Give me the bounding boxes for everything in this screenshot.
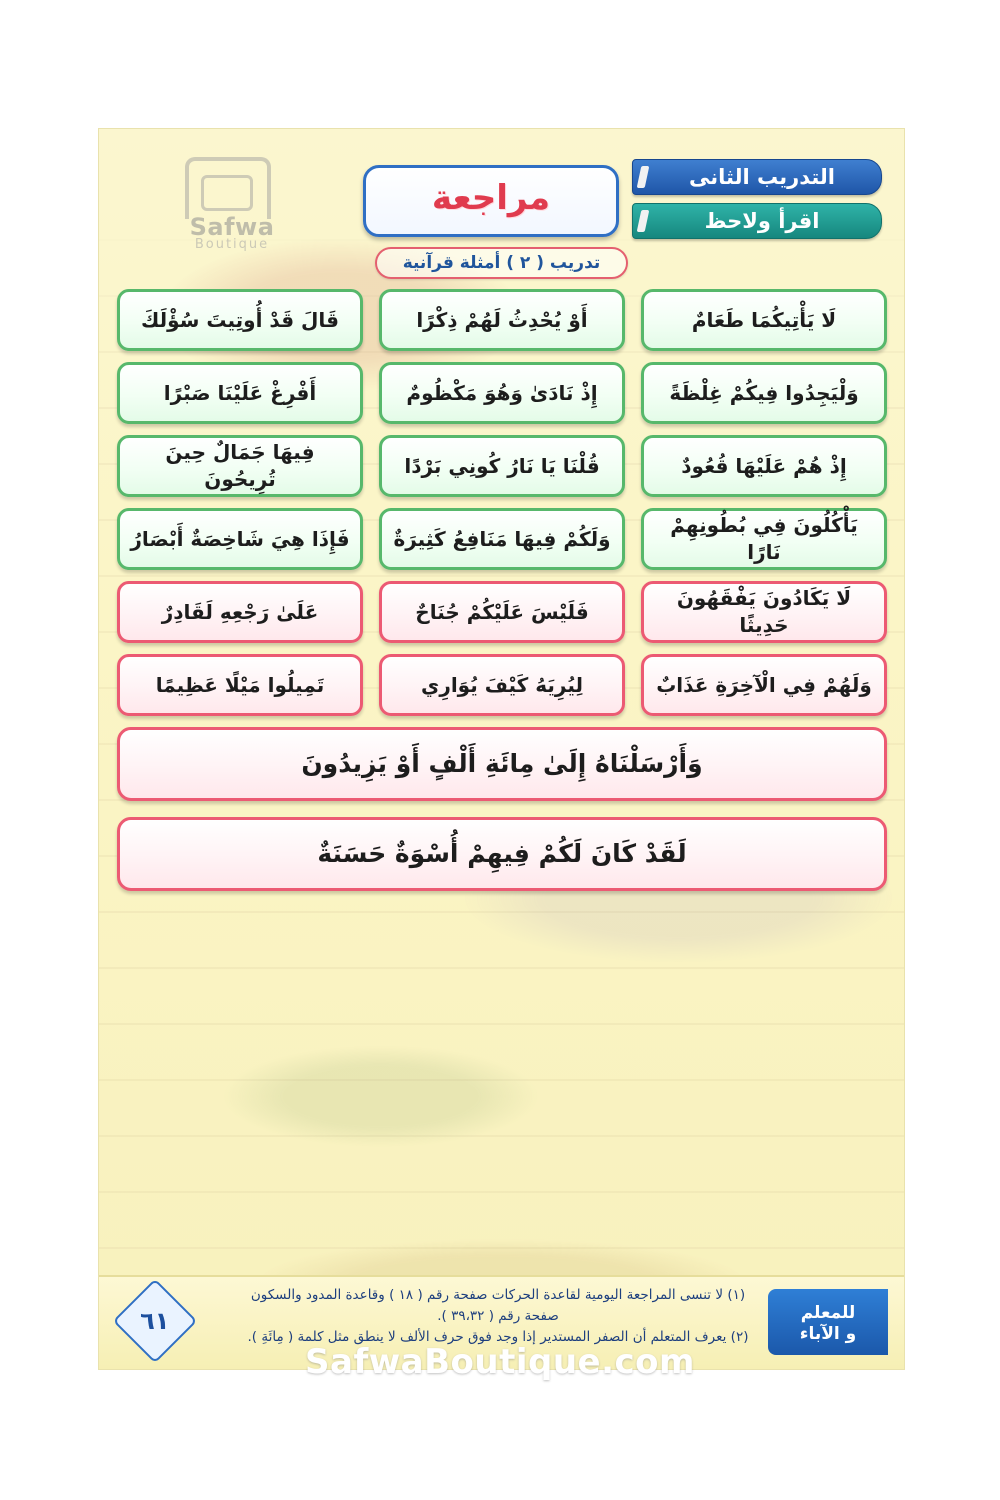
example-card: فِيهَا جَمَالٌ حِينَ تُرِيحُونَ	[117, 435, 363, 497]
training-badges	[632, 159, 882, 247]
examples-grid	[117, 289, 887, 907]
examples-row	[117, 435, 887, 497]
teacher-label: للمعلم	[800, 1303, 856, 1323]
exercise-subtitle	[99, 247, 904, 279]
example-card: إِذْ نَادَىٰ وَهُوَ مَكْظُومٌ	[379, 362, 625, 424]
examples-row-wide	[117, 727, 887, 801]
example-card-wide: وَأَرْسَلْنَاهُ إِلَىٰ مِائَةِ أَلْفٍ أَوْ يَزِيدُونَ	[117, 727, 887, 801]
example-card: عَلَىٰ رَجْعِهِ لَقَادِرٌ	[117, 581, 363, 643]
review-plate	[363, 165, 619, 237]
examples-row	[117, 654, 887, 716]
example-card: وَلَهُمْ فِي الْآخِرَةِ عَذَابٌ	[641, 654, 887, 716]
page-header	[99, 151, 904, 252]
logo-subtitle: Boutique	[194, 237, 270, 252]
footer-note-2: (٢) يعرف المتعلم أن الصفر المستدير إذا وجد فوق حرف الألف لا ينطق مثل كلمة ( مِائَةِ ).	[247, 1328, 749, 1345]
parents-label: و الآباء	[799, 1324, 857, 1345]
example-card: تَمِيلُوا مَيْلًا عَظِيمًا	[117, 654, 363, 716]
logo-name: Safwa	[189, 213, 275, 241]
footer-notes	[238, 1285, 758, 1348]
example-card: وَلَكُمْ فِيهَا مَنَافِعُ كَثِيرَةٌ	[379, 508, 625, 570]
example-card-wide: لَقَدْ كَانَ لَكُمْ فِيهِمْ أُسْوَةٌ حَسَنَةٌ	[117, 817, 887, 891]
examples-row	[117, 508, 887, 570]
example-card: يَأْكُلُونَ فِي بُطُونِهِمْ نَارًا	[641, 508, 887, 570]
review-label: مراجعة	[431, 178, 551, 218]
watermark: SafwaBoutique.com	[305, 1342, 695, 1382]
example-card: لَا يَكَادُونَ يَفْقَهُونَ حَدِيثًا	[641, 581, 887, 643]
example-card: فَإِذَا هِيَ شَاخِصَةٌ أَبْصَارُ	[117, 508, 363, 570]
exercise-subtitle-pill: تدريب ( ٢ ) أمثلة قرآنية	[375, 247, 629, 279]
boutique-icon	[185, 157, 271, 219]
example-card: وَلْيَجِدُوا فِيكُمْ غِلْظَةً	[641, 362, 887, 424]
examples-row-wide	[117, 817, 887, 891]
page-number-value: ٦١	[140, 1307, 170, 1336]
example-card: لِيُرِيَهُ كَيْفَ يُوَارِي	[379, 654, 625, 716]
example-card: قُلْنَا يَا نَارُ كُونِي بَرْدًا	[379, 435, 625, 497]
examples-row	[117, 362, 887, 424]
worksheet-page	[98, 128, 905, 1370]
badge-training-two: التدريب الثانى	[632, 159, 882, 195]
example-card: إِذْ هُمْ عَلَيْهَا قُعُودٌ	[641, 435, 887, 497]
example-card: أَوْ يُحْدِثُ لَهُمْ ذِكْرًا	[379, 289, 625, 351]
example-card: فَلَيْسَ عَلَيْكُمْ جُنَاحٌ	[379, 581, 625, 643]
badge-read-and-observe: اقرأ ولاحظ	[632, 203, 882, 239]
footer-note-1: (١) لا تنسى المراجعة اليومية لقاعدة الحركات صفحة رقم ( ١٨ ) وقاعدة المدود والسكون صفحة رقم ( ٣٩،٣٢ ).	[250, 1287, 746, 1324]
logo	[127, 157, 337, 253]
example-card: قَالَ قَدْ أُوتِيتَ سُؤْلَكَ	[117, 289, 363, 351]
examples-row	[117, 289, 887, 351]
example-card: لَا يَأْتِيكُمَا طَعَامٌ	[641, 289, 887, 351]
examples-row	[117, 581, 887, 643]
example-card: أَفْرِغْ عَلَيْنَا صَبْرًا	[117, 362, 363, 424]
